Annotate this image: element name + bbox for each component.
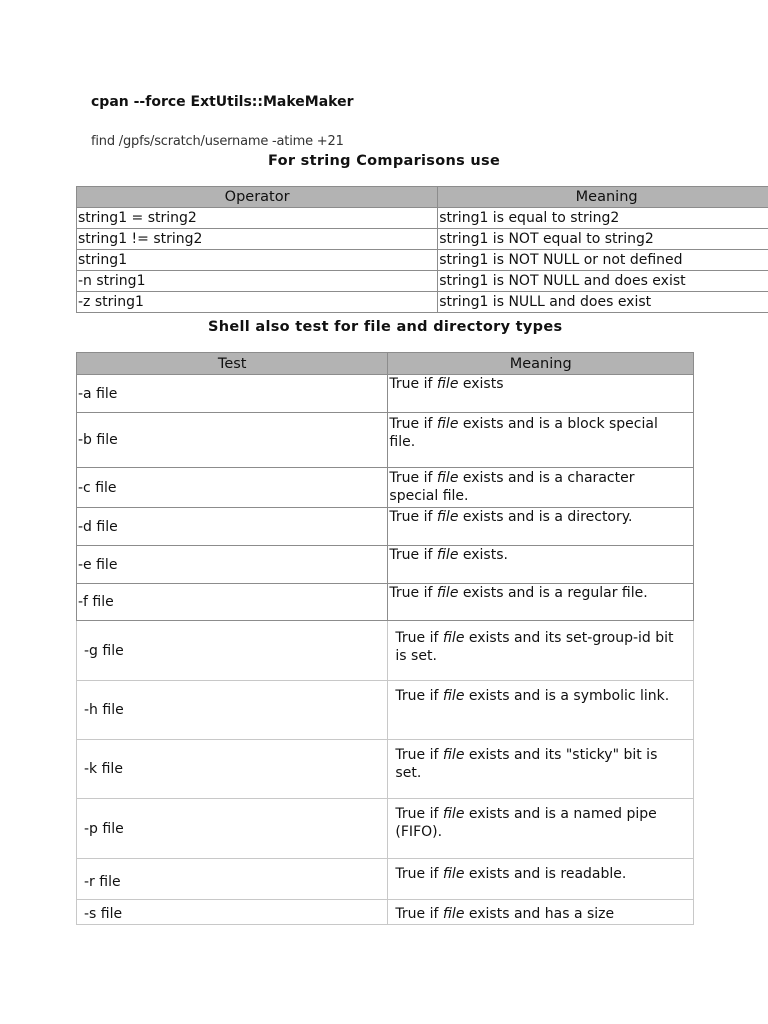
meaning-post: exists and is a character special file. [389, 470, 635, 504]
file-word: file [442, 866, 465, 882]
test-cell: -p file [77, 799, 388, 859]
file-word: file [442, 630, 465, 646]
test-cell: -d file [77, 508, 388, 546]
file-word: file [436, 416, 459, 432]
table-row [77, 208, 768, 229]
table-row [77, 468, 694, 508]
meaning-pre: True if [395, 806, 443, 822]
meaning-post: exists and is a directory. [458, 509, 633, 525]
meaning-cell [388, 799, 694, 859]
meaning-cell: string1 is equal to string2 [438, 208, 768, 229]
table-row [77, 250, 768, 271]
meaning-cell: string1 is NOT equal to string2 [438, 229, 768, 250]
test-cell: -a file [77, 375, 388, 413]
operator-cell: -z string1 [77, 292, 438, 313]
file-word: file [436, 376, 459, 392]
test-cell: -g file [77, 621, 388, 681]
test-cell: -e file [77, 546, 388, 584]
meaning-pre: True if [389, 376, 437, 392]
column-header-operator: Operator [77, 187, 438, 208]
operator-cell: string1 = string2 [77, 208, 438, 229]
meaning-cell: string1 is NOT NULL and does exist [438, 271, 768, 292]
file-word: file [436, 547, 459, 563]
meaning-cell [388, 375, 694, 413]
file-word: file [442, 906, 465, 922]
test-cell: -h file [77, 681, 388, 740]
table-row [77, 292, 768, 313]
test-cell: -k file [77, 740, 388, 799]
file-word: file [436, 585, 459, 601]
meaning-pre: True if [395, 906, 443, 922]
operator-cell: string1 != string2 [77, 229, 438, 250]
operator-cell: -n string1 [77, 271, 438, 292]
operator-cell: string1 [77, 250, 438, 271]
test-cell: -b file [77, 413, 388, 468]
file-test-table [76, 352, 694, 925]
meaning-post: exists and has a size [464, 906, 615, 922]
column-header-meaning: Meaning [438, 187, 768, 208]
meaning-pre: True if [389, 585, 437, 601]
table-row [77, 900, 694, 925]
meaning-post: exists. [458, 547, 508, 563]
meaning-cell [388, 621, 694, 681]
table-row [77, 681, 694, 740]
table-row [77, 799, 694, 859]
table-row [77, 375, 694, 413]
meaning-cell [388, 468, 694, 508]
file-word: file [442, 688, 465, 704]
meaning-post: exists and is a symbolic link. [464, 688, 670, 704]
meaning-cell: string1 is NOT NULL or not defined [438, 250, 768, 271]
meaning-post: exists and is a block special file. [389, 416, 658, 450]
table-header-row [77, 187, 768, 208]
meaning-pre: True if [395, 688, 443, 704]
file-word: file [442, 806, 465, 822]
meaning-pre: True if [395, 630, 443, 646]
column-header-meaning: Meaning [388, 353, 694, 375]
meaning-cell [388, 681, 694, 740]
meaning-pre: True if [395, 866, 443, 882]
column-header-test: Test [77, 353, 388, 375]
meaning-pre: True if [395, 747, 443, 763]
meaning-cell [388, 508, 694, 546]
table-row [77, 584, 694, 621]
table-row [77, 740, 694, 799]
meaning-cell [388, 859, 694, 900]
meaning-post: exists and is a named pipe (FIFO). [395, 806, 657, 840]
meaning-post: exists and its "sticky" bit is set. [395, 747, 658, 781]
meaning-post: exists and is a regular file. [458, 585, 648, 601]
table-row [77, 229, 768, 250]
meaning-cell [388, 546, 694, 584]
meaning-cell: string1 is NULL and does exist [438, 292, 768, 313]
meaning-cell [388, 740, 694, 799]
test-cell: -f file [77, 584, 388, 621]
file-word: file [436, 470, 459, 486]
test-cell: -c file [77, 468, 388, 508]
meaning-pre: True if [389, 509, 437, 525]
meaning-post: exists and its set-group-id bit is set. [395, 630, 674, 664]
meaning-post: exists [458, 376, 504, 392]
test-cell: -s file [77, 900, 388, 925]
table-row [77, 271, 768, 292]
test-cell: -r file [77, 859, 388, 900]
table-row [77, 413, 694, 468]
meaning-pre: True if [389, 416, 437, 432]
meaning-cell [388, 584, 694, 621]
string-comparisons-heading: For string Comparisons use [268, 153, 501, 169]
table-row [77, 859, 694, 900]
table-header-row [77, 353, 694, 375]
meaning-post: exists and is readable. [464, 866, 627, 882]
file-tests-heading: Shell also test for file and directory types [208, 319, 563, 335]
meaning-cell [388, 413, 694, 468]
meaning-cell [388, 900, 694, 925]
meaning-pre: True if [389, 547, 437, 563]
table-row [77, 508, 694, 546]
string-comparison-table [76, 186, 768, 313]
cpan-command: cpan --force ExtUtils::MakeMaker [91, 94, 354, 110]
find-command: find /gpfs/scratch/username -atime +21 [91, 134, 344, 149]
meaning-pre: True if [389, 470, 437, 486]
file-word: file [436, 509, 459, 525]
table-row [77, 546, 694, 584]
file-word: file [442, 747, 465, 763]
table-row [77, 621, 694, 681]
